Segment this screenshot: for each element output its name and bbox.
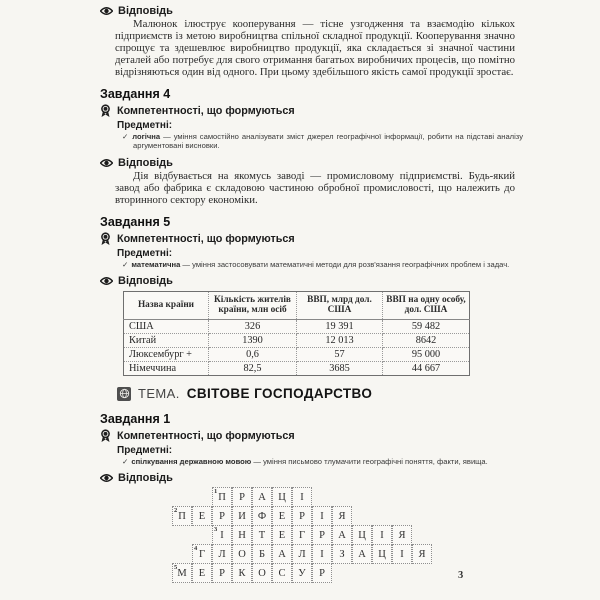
table-cell: Німеччина (124, 362, 209, 376)
competencies-label: Компетентності, що формуються (117, 430, 295, 443)
answer-heading-intro (100, 5, 516, 17)
task5-competency-description: — уміння застосовувати математичні методи для розв'язання географічних проблем і задач. (180, 259, 510, 269)
crossword-letter: Р (319, 567, 325, 579)
crossword-cell (232, 544, 252, 564)
crossword-cell (392, 525, 412, 545)
crossword-letter: Р (299, 510, 305, 522)
task1-competency-description: — уміння письмово тлумачити географічні поняття, факти, явища. (251, 457, 488, 467)
crossword-cell (272, 506, 292, 526)
crossword-cell (252, 563, 272, 583)
crossword-cell (312, 563, 332, 583)
answer-label: Відповідь (118, 274, 173, 287)
crossword-letter: М (177, 567, 187, 579)
task4-competency-line (122, 132, 523, 150)
crossword-cell (192, 544, 212, 564)
table-cell: 326 (209, 320, 297, 334)
crossword-cell (292, 563, 312, 583)
crossword-letter: А (278, 548, 286, 560)
table-cell: Люксембург + (124, 348, 209, 362)
table-cell: Китай (124, 334, 209, 348)
crossword-cell (252, 506, 272, 526)
crossword-letter: Р (219, 510, 225, 522)
table-cell: 59 482 (383, 320, 470, 334)
crossword-letter: И (238, 510, 246, 522)
task5-competency-name: математична (131, 259, 181, 269)
task5-competencies-heading (100, 232, 516, 246)
table-row (124, 320, 470, 334)
table-cell: 82,5 (209, 362, 297, 376)
table-header-row (124, 291, 470, 319)
crossword-row (212, 525, 516, 545)
crossword-cell (292, 506, 312, 526)
crossword-letter: Я (418, 548, 426, 560)
task1-competency-name: спілкування державною мовою (131, 457, 252, 467)
table-header-cell: ВВП на одну особу, дол. США (383, 291, 470, 319)
table-row (124, 334, 470, 348)
crossword-cell (352, 525, 372, 545)
task5-competency-line (122, 260, 523, 269)
check-icon: ✓ (122, 457, 129, 467)
competencies-label: Компетентності, що формуються (117, 104, 295, 117)
crossword-letter: Г (198, 548, 206, 560)
crossword-letter: Ц (378, 548, 386, 560)
table-cell: 12 013 (297, 334, 383, 348)
crossword-letter: Е (198, 510, 206, 522)
crossword-cell (212, 506, 232, 526)
crossword-cell (372, 544, 392, 564)
crossword-letter: Е (198, 567, 206, 579)
task4-competency-description: — уміння самостійно аналізувати зміст джерел географічної інформації, робити на підставі аналізу аргументовані висновки. (133, 131, 523, 150)
crossword-letter: Т (258, 529, 266, 541)
crossword-cell (192, 563, 212, 583)
task4-answer-paragraph: Дія відбувається на якомусь заводі — промисловому підприємстві. Будь-який завод або фабрика є складовою частиною обробної промисловості, що належить до вторинного сектору економіки. (115, 169, 515, 206)
task4-answer-heading (100, 157, 516, 169)
crossword-cell (272, 487, 292, 507)
crossword-cell (212, 487, 232, 507)
crossword-row (192, 544, 516, 564)
crossword-letter: Ц (278, 491, 286, 503)
crossword-cell (172, 506, 192, 526)
eye-icon (100, 6, 113, 16)
table-cell: 95 000 (383, 348, 470, 362)
crossword-letter: Б (258, 548, 266, 560)
table-cell: 44 667 (383, 362, 470, 376)
crossword-cell (232, 563, 252, 583)
gdp-table-header (124, 291, 470, 319)
theme-heading (117, 386, 516, 401)
crossword-cell (232, 487, 252, 507)
answer-label: Відповідь (118, 5, 173, 17)
answer-label: Відповідь (118, 156, 173, 169)
task1-answer-heading (100, 472, 516, 484)
crossword-letter: О (258, 567, 266, 579)
crossword-letter: С (278, 567, 286, 579)
crossword-letter: Я (398, 529, 406, 541)
crossword-letter: Ц (358, 529, 366, 541)
medal-icon (100, 104, 111, 118)
task4-title: Завдання 4 (100, 86, 171, 101)
task1-title: Завдання 1 (100, 412, 171, 427)
table-cell: 8642 (383, 334, 470, 348)
crossword-letter: А (358, 548, 366, 560)
crossword-cell (272, 525, 292, 545)
crossword-clue-number: 3 (214, 526, 218, 534)
competencies-label: Компетентності, що формуються (117, 232, 295, 245)
crossword-letter: І (320, 548, 324, 560)
table-cell: США (124, 320, 209, 334)
table-row (124, 348, 470, 362)
crossword-letter: Р (219, 567, 225, 579)
answer-label: Відповідь (118, 472, 173, 485)
crossword-cell (412, 544, 432, 564)
crossword-cell (312, 525, 332, 545)
crossword-cell (392, 544, 412, 564)
page-number: 3 (458, 570, 464, 581)
crossword-cell (272, 563, 292, 583)
page-content (100, 5, 523, 583)
gdp-table (123, 291, 470, 376)
check-icon: ✓ (122, 131, 130, 141)
task5-answer-heading (100, 275, 516, 287)
crossword-cell (332, 525, 352, 545)
crossword-cell (172, 563, 192, 583)
crossword-cell (272, 544, 292, 564)
ornament-globe-icon (117, 387, 131, 401)
table-cell: 1390 (209, 334, 297, 348)
crossword-cell (252, 525, 272, 545)
crossword-cell (252, 487, 272, 507)
task1-competency-line (122, 457, 523, 466)
crossword (172, 487, 516, 583)
table-header-cell: Кількість жителів країни, млн осіб (209, 291, 297, 319)
task4-competencies-heading (100, 104, 516, 118)
crossword-letter: О (238, 548, 246, 560)
table-header-cell: ВВП, млрд дол. США (297, 291, 383, 319)
crossword-cell (212, 525, 232, 545)
crossword-cell (352, 544, 372, 564)
crossword-cell (192, 506, 212, 526)
crossword-letter: Е (278, 510, 286, 522)
task1-competencies-heading (100, 429, 516, 443)
crossword-cell (332, 506, 352, 526)
crossword-letter: Ф (257, 510, 267, 522)
crossword-clue-number: 1 (214, 488, 218, 496)
crossword-letter: Я (338, 510, 346, 522)
table-row (124, 362, 470, 376)
table-cell: 3685 (297, 362, 383, 376)
task1-subject-label: Предметні: (117, 445, 173, 457)
crossword-cell (312, 544, 332, 564)
task5-subject-label: Предметні: (117, 247, 173, 259)
crossword-letter: Р (239, 491, 245, 503)
medal-icon (100, 429, 111, 443)
crossword-cell (332, 544, 352, 564)
crossword-letter: І (320, 510, 324, 522)
crossword-cell (312, 506, 332, 526)
crossword-letter: П (218, 491, 226, 503)
eye-icon (100, 473, 113, 483)
crossword-cell (292, 487, 312, 507)
task4-subject-label: Предметні: (117, 119, 173, 131)
crossword-row (172, 506, 516, 526)
crossword-cell (252, 544, 272, 564)
crossword-letter: Л (218, 548, 226, 560)
crossword-clue-number: 5 (174, 564, 178, 572)
table-cell: 57 (297, 348, 383, 362)
task4-competency-name: логічна (132, 131, 161, 141)
crossword-letter: А (258, 491, 266, 503)
crossword-cell (232, 506, 252, 526)
crossword-letter: З (339, 548, 345, 560)
crossword-letter: Н (238, 529, 246, 541)
intro-answer-paragraph: Малюнок ілюструє кооперування — тісне узгодження та взаємодію кількох підприємств із метою виробництва спільної складної продукції. Кооперування значно спрощує та здешевлює виробництво продукції, яка складається зі значної частини деталей або потребує для свого отримання багатьох виробничих процесів, що помітно відрізняються один від одного. При цьому здебільшого якість самої продукції зростає. (115, 18, 515, 78)
eye-icon (100, 158, 113, 168)
crossword-cell (372, 525, 392, 545)
table-header-cell: Назва країни (124, 291, 209, 319)
crossword-letter: А (338, 529, 346, 541)
check-icon: ✓ (122, 259, 129, 269)
crossword-cell (232, 525, 252, 545)
crossword-cell (212, 563, 232, 583)
crossword-letter: І (400, 548, 404, 560)
eye-icon (100, 276, 113, 286)
crossword-clue-number: 2 (174, 507, 178, 515)
crossword-letter: Г (298, 529, 306, 541)
crossword-letter: Е (278, 529, 286, 541)
crossword-letter: П (178, 510, 186, 522)
theme-prefix: ТЕМА. (138, 386, 180, 402)
table-cell: 0,6 (209, 348, 297, 362)
crossword-cell (212, 544, 232, 564)
gdp-table-body (124, 320, 470, 376)
crossword-letter: К (238, 567, 246, 579)
crossword-clue-number: 4 (194, 545, 198, 553)
crossword-letter: Л (298, 548, 306, 560)
crossword-row (172, 563, 516, 583)
task5-title: Завдання 5 (100, 214, 171, 229)
crossword-cell (292, 525, 312, 545)
theme-title: СВІТОВЕ ГОСПОДАРСТВО (186, 386, 373, 402)
crossword-letter: І (380, 529, 384, 541)
crossword-letter: Р (319, 529, 325, 541)
crossword-cell (292, 544, 312, 564)
crossword-letter: І (300, 491, 304, 503)
table-cell: 19 391 (297, 320, 383, 334)
crossword-row (212, 487, 516, 507)
crossword-letter: У (298, 567, 306, 579)
medal-icon (100, 232, 111, 246)
crossword-letter: І (220, 529, 224, 541)
